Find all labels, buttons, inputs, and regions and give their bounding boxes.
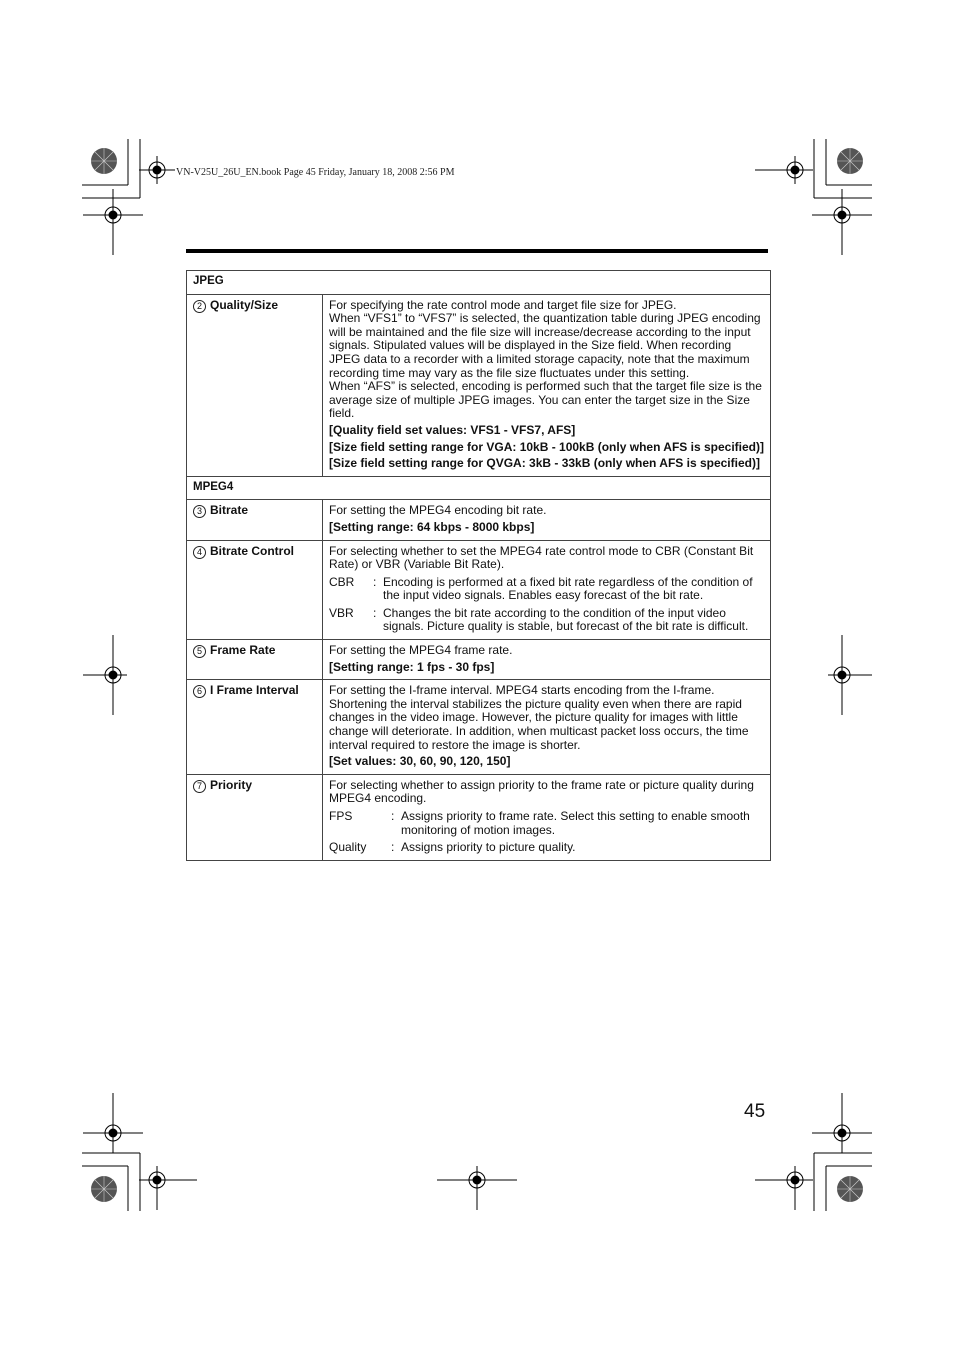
setting-range-note: [Size field setting range for VGA: 10kB - 100kB (only when AFS is specified)] <box>329 439 764 454</box>
option-key: VBR <box>329 605 354 620</box>
setting-name: Quality/Size <box>210 297 279 312</box>
description-text: For setting the MPEG4 frame rate. <box>329 643 513 658</box>
option-key: Quality <box>329 840 367 855</box>
section-header-row <box>187 476 771 500</box>
option-item <box>329 607 764 634</box>
setting-range-note: [Size field setting range for QVGA: 3kB - 33kB (only when AFS is specified)] <box>329 456 760 471</box>
table-row <box>187 680 771 775</box>
book-info-header: VN-V25U_26U_EN.book Page 45 Friday, January 18, 2008 2:56 PM <box>176 167 455 178</box>
setting-name-cell <box>187 774 323 860</box>
description-text: For setting the I-frame interval. MPEG4 starts encoding from the I-frame. Shortening the interval stabilizes the picture quality even when there are rapid changes in the video image. However, the picture quality for images with little change will deteriorate. In addition, when multicast packet loss occurs, the time interval required to restore the image is shorter. <box>329 683 749 752</box>
setting-range-note: [Setting range: 1 fps - 30 fps] <box>329 659 495 674</box>
option-separator: : <box>373 574 377 589</box>
option-separator: : <box>391 840 395 855</box>
section-header-row <box>187 271 771 295</box>
settings-table <box>186 270 771 861</box>
table-row <box>187 540 771 640</box>
item-number-badge: 3 <box>193 505 206 518</box>
item-number-badge: 7 <box>193 780 206 793</box>
table-row <box>187 640 771 680</box>
setting-name: Frame Rate <box>210 643 276 658</box>
table-row <box>187 774 771 860</box>
option-text: Changes the bit rate according to the condition of the input video signals. Picture quality is stable, but forecast of the bit rate is difficult. <box>383 605 749 634</box>
setting-name-cell <box>187 640 323 680</box>
setting-name: Priority <box>210 777 253 792</box>
table-row <box>187 294 771 476</box>
setting-name-cell <box>187 540 323 640</box>
description-text: When “VFS1” to “VFS7” is selected, the quantization table during JPEG encoding will be maintained and the file size will increase/decrease according to the input signals. Stipulated values will be displayed in the Size field. When recording JPEG data to a recorder with a limited storage capacity, note that the maximum recording time may vary as the file size fluctuates under this setting. <box>329 311 761 380</box>
item-number-badge: 4 <box>193 546 206 559</box>
description-text: For selecting whether to assign priority to the frame rate or picture quality during MPEG4 encoding. <box>329 777 754 806</box>
setting-range-note: [Setting range: 64 kbps - 8000 kbps] <box>329 519 535 534</box>
item-number-badge: 5 <box>193 645 206 658</box>
page-number: 45 <box>744 1101 766 1122</box>
setting-description-cell <box>323 500 771 540</box>
description-text: For specifying the rate control mode and target file size for JPEG. <box>329 297 677 312</box>
setting-name: Bitrate <box>210 503 249 518</box>
option-text: Assigns priority to frame rate. Select this setting to enable smooth monitoring of motion images. <box>401 809 750 837</box>
setting-description-cell <box>323 774 771 860</box>
setting-name-cell <box>187 680 323 775</box>
section-title-mpeg4: MPEG4 <box>187 476 771 500</box>
setting-name-cell <box>187 294 323 476</box>
option-key: CBR <box>329 574 355 589</box>
option-item <box>329 841 764 855</box>
description-text: For setting the MPEG4 encoding bit rate. <box>329 503 547 518</box>
setting-range-note: [Quality field set values: VFS1 - VFS7, AFS] <box>329 422 576 437</box>
description-text: When “AFS” is selected, encoding is performed such that the target file size is the average size of multiple JPEG images. You can enter the target size in the Size field. <box>329 379 762 421</box>
option-separator: : <box>373 605 377 620</box>
item-number-badge: 6 <box>193 685 206 698</box>
setting-description-cell <box>323 680 771 775</box>
option-text: Assigns priority to picture quality. <box>401 840 576 855</box>
setting-description-cell <box>323 640 771 680</box>
option-text: Encoding is performed at a fixed bit rate regardless of the condition of the input video signals. Enables easy forecast of the bit rate. <box>383 574 753 603</box>
setting-description-cell <box>323 294 771 476</box>
section-title-jpeg: JPEG <box>187 271 771 295</box>
setting-name: Bitrate Control <box>210 543 294 558</box>
table-row <box>187 500 771 540</box>
setting-name: I Frame Interval <box>210 683 299 698</box>
option-item <box>329 576 764 603</box>
description-text: For selecting whether to set the MPEG4 rate control mode to CBR (Constant Bit Rate) or VBR (Variable Bit Rate). <box>329 543 754 572</box>
setting-description-cell <box>323 540 771 640</box>
option-item <box>329 810 764 837</box>
option-key: FPS <box>329 809 353 823</box>
option-separator: : <box>391 809 395 823</box>
item-number-badge: 2 <box>193 300 206 313</box>
setting-range-note: [Set values: 30, 60, 90, 120, 150] <box>329 754 511 769</box>
setting-name-cell <box>187 500 323 540</box>
header-rule <box>186 249 768 253</box>
